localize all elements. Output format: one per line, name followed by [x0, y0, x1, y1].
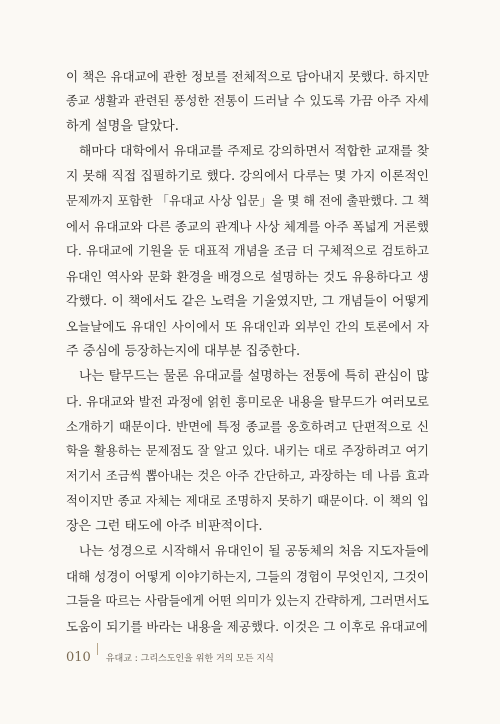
- page-number: 010: [66, 650, 91, 665]
- text-line: 각했다. 이 책에서도 같은 노력을 기울였지만, 그 개념들이 어떻게: [66, 294, 429, 309]
- text-line: 유대인 역사와 문화 환경을 배경으로 설명하는 것도 유용하다고 생: [66, 269, 429, 284]
- text-line: 그들을 따르는 사람들에게 어떤 의미가 있는지 간략하게, 그러면서도: [66, 594, 429, 608]
- paragraph: [66, 64, 429, 139]
- text-line: 학을 활용하는 문제점도 잘 알고 있다. 내키는 대로 주장하려고 여기: [66, 444, 429, 458]
- text-line: 이 책은 유대교에 관한 정보를 전체적으로 담아내지 못했다. 하지만: [66, 69, 429, 84]
- paragraph: [66, 364, 429, 539]
- text-line: 종교 생활과 관련된 풍성한 전통이 드러날 수 있도록 가끔 아주 자세: [66, 94, 429, 108]
- text-line: 주 중심에 등장하는지에 대부분 집중한다.: [66, 344, 301, 359]
- text-line: 다. 유대교에 기원을 둔 대표적 개념을 조금 더 구체적으로 검토하고: [66, 244, 429, 258]
- text-line: 지 못해 직접 집필하기로 했다. 강의에서 다루는 몇 가지 이론적인: [66, 169, 429, 184]
- paragraph: [66, 139, 429, 364]
- footer-divider: [97, 643, 98, 655]
- paragraph: [66, 539, 429, 639]
- text-line: 해마다 대학에서 유대교를 주제로 강의하면서 적합한 교재를 찾: [79, 144, 429, 159]
- body-text: [66, 64, 429, 639]
- text-line: 저기서 조금씩 뽑아내는 것은 아주 간단하고, 과장하는 데 나름 효과: [66, 469, 429, 483]
- text-line: 오늘날에도 유대인 사이에서 또 유대인과 외부인 간의 토론에서 자: [66, 319, 429, 334]
- text-line: 다. 유대교와 발전 과정에 얽힌 흥미로운 내용을 탈무드가 여러모로: [66, 394, 429, 409]
- text-line: 장은 그런 태도에 아주 비판적이다.: [66, 519, 263, 534]
- text-line: 적이지만 종교 자체는 제대로 조명하지 못하기 때문이다. 이 책의 입: [66, 494, 429, 508]
- running-title: 유대교 : 그리스도인을 위한 거의 모든 지식: [105, 654, 274, 664]
- text-line: 도움이 되기를 바라는 내용을 제공했다. 이것은 그 이후로 유대교에: [66, 619, 428, 634]
- page-footer: [66, 649, 274, 669]
- text-line: 문제까지 포함한 「유대교 사상 입문」을 몇 해 전에 출판했다. 그 책: [66, 194, 429, 208]
- text-line: 나는 탈무드는 물론 유대교를 설명하는 전통에 특히 관심이 많: [79, 369, 429, 384]
- text-line: 나는 성경으로 시작해서 유대인이 될 공동체의 처음 지도자들에: [79, 544, 429, 559]
- text-line: 하게 설명을 달았다.: [66, 119, 179, 134]
- text-line: 소개하기 때문이다. 반면에 특정 종교를 옹호하려고 단편적으로 신: [66, 419, 429, 434]
- text-line: 에서 유대교와 다른 종교의 관계나 사상 체계를 아주 폭넓게 거론했: [66, 219, 429, 234]
- text-line: 대해 성경이 어떻게 이야기하는지, 그들의 경험이 무엇인지, 그것이: [66, 569, 429, 584]
